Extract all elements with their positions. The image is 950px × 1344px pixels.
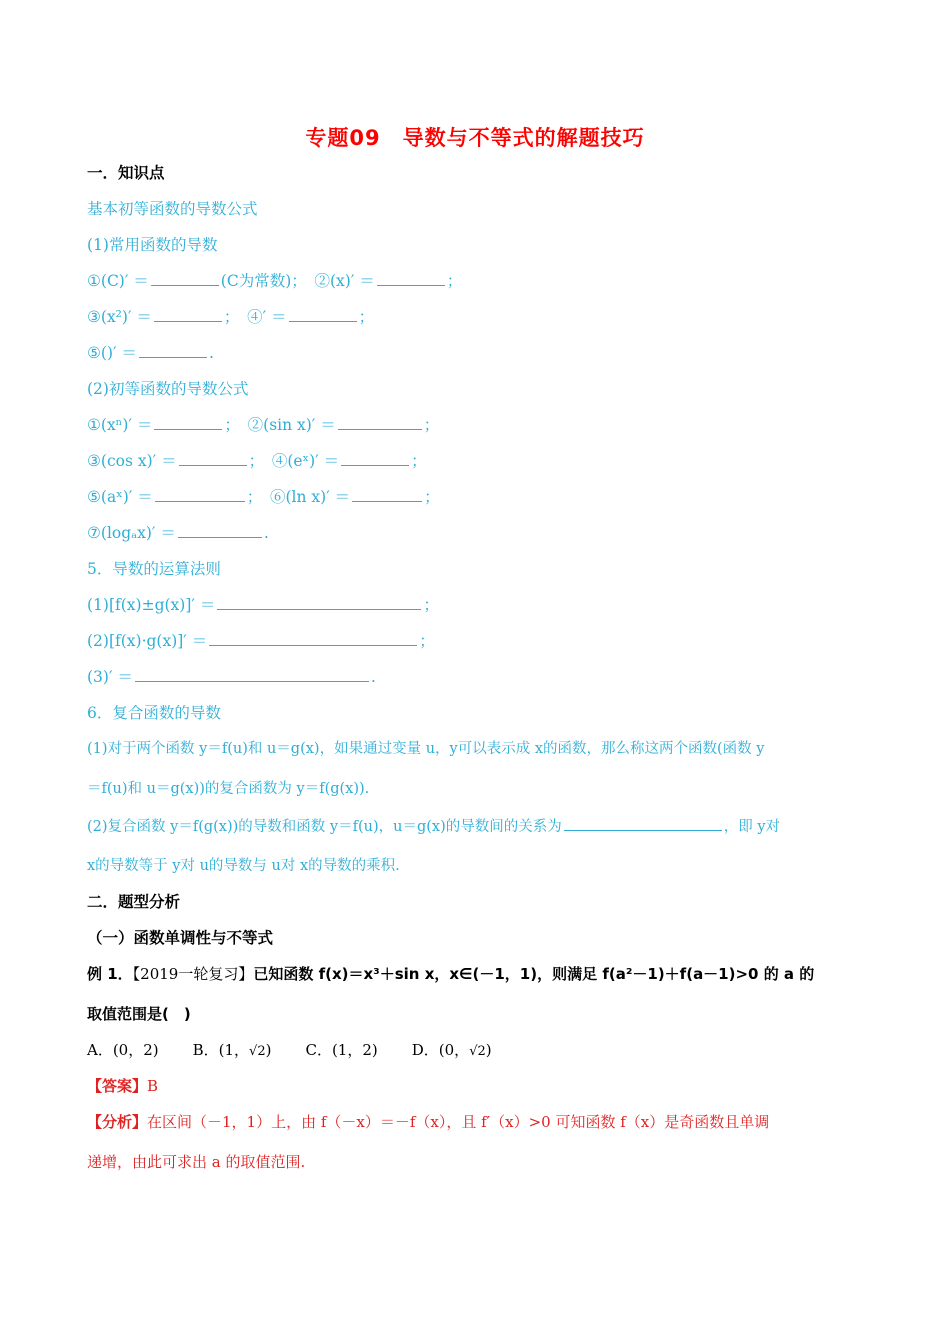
- answer-blank: [139, 342, 207, 358]
- answer-blank: [179, 450, 247, 466]
- answer-blank: [209, 630, 417, 646]
- option-d: D．(0，√2): [411, 1041, 492, 1059]
- option-c: C．(1，2): [305, 1041, 378, 1059]
- answer-blank: [564, 815, 722, 831]
- answer-blank: [352, 486, 422, 502]
- example-1-options: [87, 1039, 492, 1063]
- formula-line-7: ⑦(logₐx)′ ＝ .: [87, 524, 269, 542]
- formula-line-1: ①(C)′ ＝ (C为常数)； ②(x)′ ＝ ；: [87, 272, 463, 290]
- rule-line-2: (2)[f(x)·g(x)]′ ＝ ；: [87, 632, 435, 650]
- answer-line: [87, 1075, 158, 1097]
- sqrt-symbol: √2: [249, 1044, 266, 1059]
- composite-text-1a: (1)对于两个函数 y＝f(u)和 u＝g(x)，如果通过变量 u，y可以表示成 x的函数，那么称这两个函数(函数 y: [87, 741, 765, 757]
- analysis-line-1: 【分析】在区间（－1，1）上，由 f（－x）＝－f（x），且 f′（x）>0 可知函数 f（x）是奇函数且单调: [87, 1113, 770, 1131]
- basic-formulas-heading: 基本初等函数的导数公式: [87, 200, 258, 218]
- sqrt-symbol: √2: [469, 1044, 486, 1059]
- page-title: 专题09 导数与不等式的解题技巧: [305, 126, 645, 150]
- answer-blank: [217, 594, 421, 610]
- answer-blank: [155, 486, 245, 502]
- answer-blank: [377, 270, 445, 286]
- answer-blank: [154, 306, 222, 322]
- example-1-line-2: 取值范围是( ): [87, 1005, 191, 1023]
- formula-line-2: ③(x²)′ ＝ ； ④′ ＝ ；: [87, 308, 375, 326]
- answer-blank: [341, 450, 409, 466]
- answer-blank: [135, 666, 369, 682]
- subheading-elementary: (2)初等函数的导数公式: [87, 380, 249, 398]
- formula-line-5: ③(cos x)′ ＝ ； ④(eˣ)′ ＝ ；: [87, 452, 427, 470]
- formula-line-6: ⑤(aˣ)′ ＝ ； ⑥(ln x)′ ＝ ；: [87, 488, 440, 506]
- subheading-monotonicity: （一）函数单调性与不等式: [87, 929, 274, 947]
- answer-blank: [178, 522, 262, 538]
- answer-value: B: [147, 1077, 159, 1095]
- composite-text-2b: x的导数等于 y对 u的导数与 u对 x的导数的乘积.: [87, 858, 400, 874]
- section-heading-analysis: 二．题型分析: [87, 893, 181, 911]
- example-1-line-1: 例 1．【2019一轮复习】已知函数 f(x)＝x³＋sin x，x∈(－1，1)，则满足 f(a²－1)＋f(a－1)>0 的 a 的: [87, 965, 815, 983]
- answer-blank: [338, 414, 422, 430]
- answer-blank: [151, 270, 219, 286]
- composite-text-1b: ＝f(u)和 u＝g(x))的复合函数为 y＝f(g(x)).: [87, 781, 370, 797]
- rule-line-1: (1)[f(x)±g(x)]′ ＝ ；: [87, 596, 439, 614]
- section-heading-knowledge: 一．知识点: [87, 164, 165, 182]
- operation-rules-heading: 5．导数的运算法则: [87, 560, 221, 578]
- composite-heading: 6．复合函数的导数: [87, 704, 221, 722]
- formula-line-3: ⑤()′ ＝ .: [87, 344, 214, 362]
- answer-blank: [289, 306, 357, 322]
- answer-blank: [154, 414, 222, 430]
- composite-text-2a: (2)复合函数 y＝f(g(x))的导数和函数 y＝f(u)，u＝g(x)的导数间的关系为 ，即 y对: [87, 815, 780, 838]
- option-a: A．(0，2): [87, 1041, 159, 1059]
- option-b: B．(1，√2): [192, 1041, 272, 1059]
- analysis-label: 【分析】: [87, 1113, 148, 1131]
- formula-line-4: ①(xⁿ)′ ＝ ； ②(sin x)′ ＝ ；: [87, 416, 440, 434]
- analysis-line-2: 递增，由此可求出 a 的取值范围.: [87, 1153, 306, 1171]
- subheading-common: (1)常用函数的导数: [87, 236, 218, 254]
- rule-line-3: (3)′ ＝ .: [87, 668, 376, 686]
- answer-label: 【答案】: [87, 1077, 148, 1095]
